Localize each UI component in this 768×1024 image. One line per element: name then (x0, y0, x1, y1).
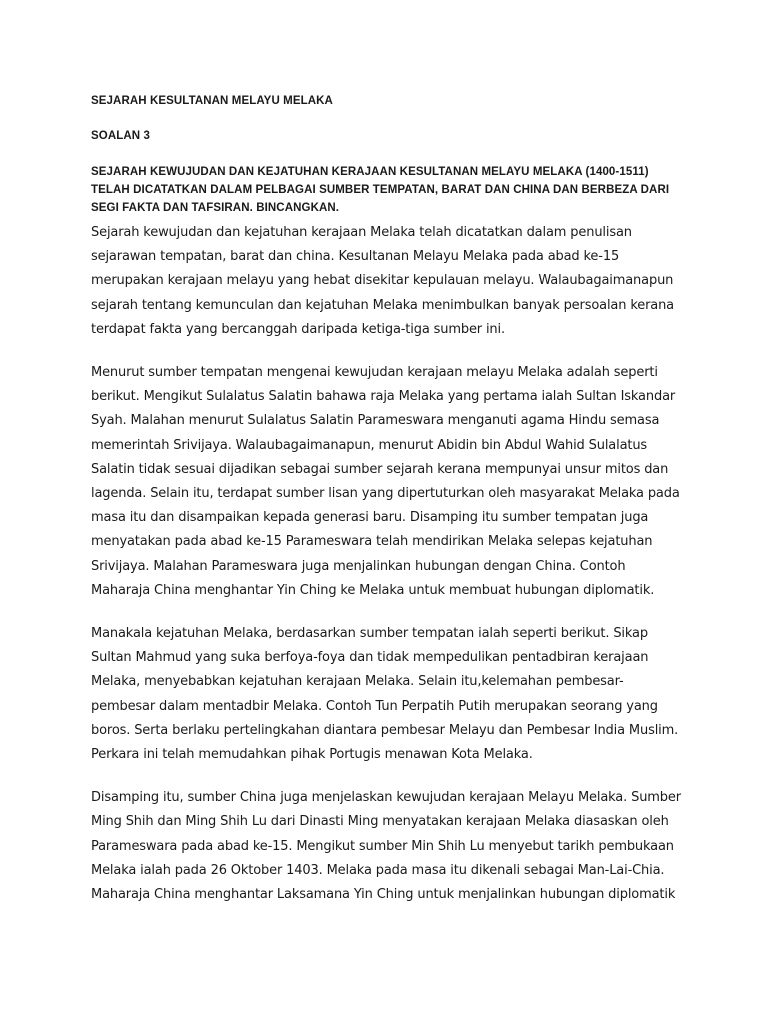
document-page (91, 92, 683, 907)
document-title: SEJARAH KESULTANAN MELAYU MELAKA (91, 95, 333, 107)
paragraph-intro: Sejarah kewujudan dan kejatuhan kerajaan Melaka telah dicatatkan dalam penulisan sejarawan tempatan, barat dan china. Kesultanan Melayu Melaka pada abad ke-15 merupakan kerajaan melayu yang hebat disekitar kepulauan melayu. Walaubagaimanapun sejarah tentang kemunculan dan kejatuhan Melaka menimbulkan banyak persoalan kerana terdapat fakta yang bercanggah daripada ketiga-tiga sumber ini. (91, 225, 674, 337)
paragraph-local-sources: Menurut sumber tempatan mengenai kewujudan kerajaan melayu Melaka adalah seperti berikut. Mengikut Sulalatus Salatin bahawa raja Melaka yang pertama ialah Sultan Iskandar Syah. Malahan menurut Sulalatus Salatin Parameswara menganuti agama Hindu semasa memerintah Srivijaya. Walaubagaimanapun, menurut Abidin bin Abdul Wahid Sulalatus Salatin tidak sesuai dijadikan sebagai sumber sejarah kerana mempunyai unsur mitos dan lagenda. Selain itu, terdapat sumber lisan yang dipertuturkan oleh masyarakat Melaka pada masa itu dan disampaikan kepada generasi baru. Disamping itu sumber tempatan juga menyatakan pada abad ke-15 Parameswara telah mendirikan Melaka selepas kejatuhan Srivijaya. Malahan Parameswara juga menjalinkan hubungan dengan China. Contoh Maharaja China menghantar Yin Ching ke Melaka untuk membuat hubungan diplomatik. (91, 365, 680, 598)
paragraph-china-sources: Disamping itu, sumber China juga menjelaskan kewujudan kerajaan Melayu Melaka. Sumber Ming Shih dan Ming Shih Lu dari Dinasti Ming menyatakan kerajaan Melaka diasaskan oleh Parameswara pada abad ke-15. Mengikut sumber Min Shih Lu menyebut tarikh pembukaan Melaka ialah pada 26 Oktober 1403. Melaka pada masa itu dikenali sebagai Man-Lai-Chia. Maharaja China menghantar Laksamana Yin Ching untuk menjalinkan hubungan diplomatik (91, 790, 681, 903)
paragraph-fall-of-melaka: Manakala kejatuhan Melaka, berdasarkan sumber tempatan ialah seperti berikut. Sikap Sultan Mahmud yang suka berfoya-foya dan tidak mempedulikan pentadbiran kerajaan Melaka, menyebabkan kejatuhan kerajaan Melaka. Selain itu,kelemahan pembesar-pembesar dalam mentadbir Melaka. Contoh Tun Perpatih Putih merupakan seorang yang boros. Serta berlaku pertelingkahan diantara pembesar Melayu dan Pembesar India Muslim. Perkara ini telah memudahkan pihak Portugis menawan Kota Melaka. (91, 626, 679, 763)
question-number: SOALAN 3 (91, 130, 150, 142)
question-text: SEJARAH KEWUJUDAN DAN KEJATUHAN KERAJAAN KESULTANAN MELAYU MELAKA (1400-1511) TELAH DICATATKAN DALAM PELBAGAI SUMBER TEMPATAN, BARAT DAN CHINA DAN BERBEZA DARI SEGI FAKTA DAN TAFSIRAN. BINCANGKAN. (91, 166, 670, 214)
